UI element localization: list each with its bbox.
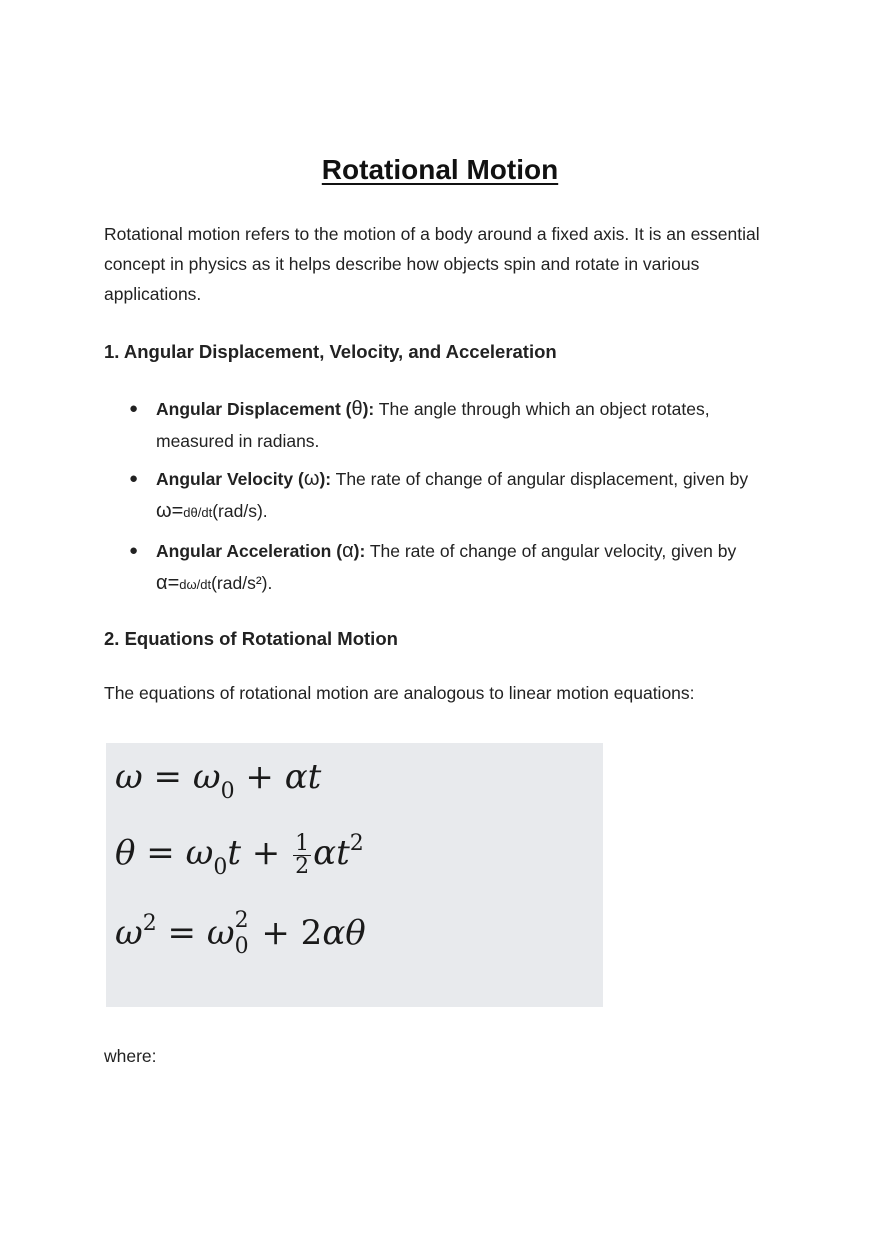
equation-2: $\theta = \omega_0t$ + $\frac{1}{2}$ $\alpha t^2$ — [115, 830, 364, 880]
list-item — [104, 535, 784, 601]
term-symbol: θ — [351, 398, 363, 420]
equation-1: $\omega = \omega_0 + \alpha t$ — [115, 757, 322, 804]
equations-image — [106, 743, 603, 1007]
section-2-heading: 2. Equations of Rotational Motion — [104, 628, 398, 649]
formula-fraction: dω/dt — [179, 577, 212, 592]
term-label-end: ): — [353, 541, 366, 561]
term-description: The rate of change of angular velocity, given by — [365, 541, 737, 561]
formula-lhs: ω= — [156, 500, 184, 522]
formula-lhs: α= — [156, 572, 180, 594]
intro-paragraph: Rotational motion refers to the motion of a body around a fixed axis. It is an essential concept in physics as it helps describe how objects spin and rotate in various applications. — [104, 224, 760, 304]
list-item — [104, 463, 784, 529]
term-label-end: ): — [319, 469, 332, 489]
term-label: Angular Velocity ( — [156, 469, 304, 489]
term-description: The angle through which an object rotates, measured in radians. — [156, 399, 710, 451]
bullet-icon: ● — [129, 542, 139, 559]
bullet-icon: ● — [129, 400, 139, 417]
formula-fraction: dθ/dt — [183, 505, 213, 520]
term-description: The rate of change of angular displacement, given by — [331, 469, 749, 489]
equations-intro: The equations of rotational motion are analogous to linear motion equations: — [104, 683, 695, 703]
term-label-end: ): — [362, 399, 375, 419]
term-label: Angular Acceleration ( — [156, 541, 343, 561]
bullet-icon: ● — [129, 470, 139, 487]
equation-3: $\omega^2 = \omega$ 2 0 + 2αθ — [115, 908, 366, 959]
term-symbol: ω — [303, 468, 320, 490]
term-label: Angular Displacement ( — [156, 399, 352, 419]
list-item — [104, 393, 784, 457]
formula-unit: (rad/s²). — [211, 573, 273, 593]
definitions-list — [104, 393, 784, 607]
page-title: Rotational Motion — [321, 154, 559, 185]
term-symbol: α — [342, 540, 354, 562]
section-1-heading: 1. Angular Displacement, Velocity, and Acceleration — [104, 341, 557, 362]
formula-unit: (rad/s). — [212, 501, 268, 521]
where-label: where: — [104, 1046, 157, 1066]
